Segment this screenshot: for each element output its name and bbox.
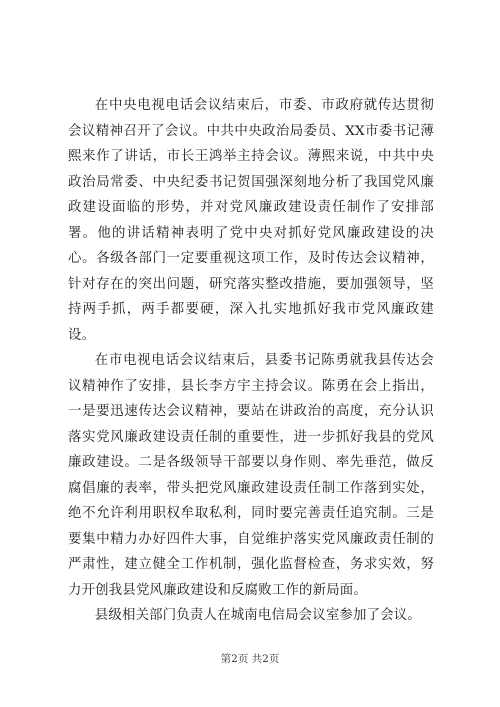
document-body — [68, 93, 434, 629]
paragraph-1: 在中央电视电话会议结束后，市委、市政府就传达贯彻会议精神召开了会议。中共中央政治局委员、XX市委书记薄熙来作了讲话，市长王鸿举主持会议。薄熙来说，中共中央政治局常委、中央纪委书记贺国强深刻地分析了我国党风廉政建设面临的形势，并对党风廉政建设责任制作了安排部署。他的讲话精神表明了党中央对抓好党风廉政建设的决心。各级各部门一定要重视这项工作，及时传达会议精神，针对存在的突出问题，研究落实整改措施，要加强领导，坚持两手抓，两手都要硬，深入扎实地抓好我市党风廉政建设。 — [68, 98, 434, 343]
paragraph-2: 在市电视电话会议结束后，县委书记陈勇就我县传达会议精神作了安排，县长李方宇主持会议。陈勇在会上指出，一是要迅速传达会议精神，要站在讲政治的高度，充分认识落实党风廉政建设责任制的重要性，进一步抓好我县的党风廉政建设。二是各级领导干部要以身作则、率先垂范，做反腐倡廉的表率，带头把党风廉政建设责任制工作落到实处，绝不允许利用职权牟取私利，同时要完善责任追究制。三是要集中精力办好四件大事，自觉维护落实党风廉政责任制的严肃性，建立健全工作机制，强化监督检查，务求实效，努力开创我县党风廉政建设和反腐败工作的新局面。 — [68, 353, 434, 598]
page-footer: 第2页 共2页 — [220, 653, 280, 665]
paragraph-3: 县级相关部门负责人在城南电信局会议室参加了会议。 — [94, 608, 421, 623]
